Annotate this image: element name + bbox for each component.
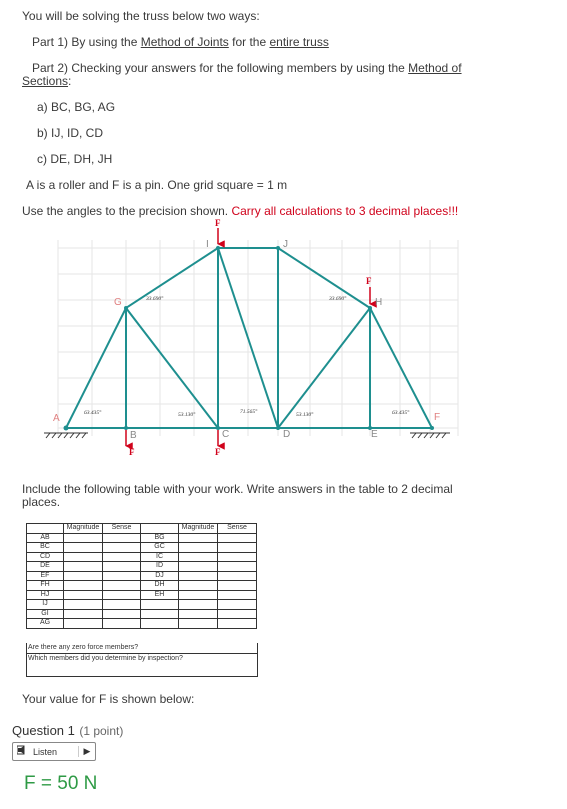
joint-label-e: E (371, 429, 378, 440)
sense-cell[interactable] (103, 562, 141, 572)
angle-label-jh: 33.690° (329, 296, 347, 302)
angle-label-f: 63.435° (392, 410, 410, 416)
part2-suffix: : (68, 74, 72, 88)
empty-cell (141, 609, 179, 619)
member-name: GI (27, 609, 64, 619)
load-label-b: F (129, 447, 135, 457)
calc-warning: Carry all calculations to 3 decimal places!!! (231, 204, 459, 218)
part1-prefix: Part 1) By using the (32, 35, 141, 49)
header-cell (27, 524, 64, 534)
table-row (27, 609, 257, 619)
entire-truss-link: entire truss (269, 35, 329, 49)
member-name: AB (27, 533, 64, 543)
speaker-icon (13, 745, 33, 758)
member-name: IC (141, 552, 179, 562)
table-intro-1: Include the following table with your work. Write answers in the table to 2 decimal (22, 482, 453, 496)
listen-button[interactable] (12, 742, 96, 761)
joint-label-a: A (53, 413, 60, 424)
member-name: AG (27, 619, 64, 629)
header-sense: Sense (103, 524, 141, 534)
member-name: EF (27, 571, 64, 581)
header-cell (141, 524, 179, 534)
header-sense: Sense (218, 524, 257, 534)
magnitude-cell[interactable] (64, 600, 103, 610)
item-c: c) DE, DH, JH (37, 152, 113, 166)
magnitude-cell[interactable] (179, 552, 218, 562)
item-a: a) BC, BG, AG (37, 100, 116, 114)
member-name: IJ (27, 600, 64, 610)
sense-cell[interactable] (218, 562, 257, 572)
sense-cell[interactable] (218, 571, 257, 581)
member-name: CD (27, 552, 64, 562)
empty-cell (179, 619, 218, 629)
method-of-sections-link-b: Sections (22, 74, 69, 88)
supports (44, 433, 450, 438)
sense-cell[interactable] (103, 600, 141, 610)
table-row (27, 600, 257, 610)
load-label-h: F (366, 276, 372, 286)
magnitude-cell[interactable] (64, 543, 103, 553)
member-name: GC (141, 543, 179, 553)
joint-label-j: J (283, 239, 288, 250)
angle-label-id: 71.565° (240, 409, 258, 415)
empty-cell (179, 609, 218, 619)
sense-cell[interactable] (103, 552, 141, 562)
magnitude-cell[interactable] (64, 590, 103, 600)
sense-cell[interactable] (103, 590, 141, 600)
play-icon[interactable]: ▶ (78, 746, 95, 757)
question-header (12, 722, 123, 740)
table-header-row (27, 524, 257, 534)
magnitude-cell[interactable] (64, 619, 103, 629)
member-gi (126, 248, 218, 308)
sense-cell[interactable] (218, 552, 257, 562)
member-name: BC (27, 543, 64, 553)
empty-cell (218, 619, 257, 629)
sense-cell[interactable] (218, 581, 257, 591)
question-points: (1 point) (79, 724, 124, 738)
magnitude-cell[interactable] (64, 581, 103, 591)
magnitude-cell[interactable] (179, 543, 218, 553)
magnitude-cell[interactable] (179, 562, 218, 572)
table-row (27, 562, 257, 572)
magnitude-cell[interactable] (64, 609, 103, 619)
part1-mid: for the (228, 35, 270, 49)
method-of-sections-link-a: Method of (408, 61, 462, 75)
joint-label-g: G (114, 297, 122, 308)
member-name: DH (141, 581, 179, 591)
zero-force-question: Are there any zero force members? (26, 643, 258, 654)
empty-cell (218, 600, 257, 610)
intro-text: You will be solving the truss below two ways: (22, 9, 260, 23)
listen-label: Listen (33, 746, 58, 757)
table-intro-2: places. (22, 495, 61, 509)
supports-text: A is a roller and F is a pin. One grid square = 1 m (26, 178, 288, 192)
table-row (27, 552, 257, 562)
load-label-c: F (215, 447, 221, 457)
member-name: FH (27, 581, 64, 591)
magnitude-cell[interactable] (64, 562, 103, 572)
sense-cell[interactable] (218, 543, 257, 553)
sense-cell[interactable] (103, 533, 141, 543)
sense-cell[interactable] (218, 533, 257, 543)
angles-note-text: Use the angles to the precision shown. (22, 204, 229, 218)
sense-cell[interactable] (103, 571, 141, 581)
magnitude-cell[interactable] (179, 571, 218, 581)
empty-cell (179, 600, 218, 610)
table-row (27, 571, 257, 581)
joint-label-f: F (434, 412, 441, 423)
empty-cell (141, 619, 179, 629)
sense-cell[interactable] (103, 609, 141, 619)
sense-cell[interactable] (103, 581, 141, 591)
sense-cell[interactable] (103, 543, 141, 553)
joint-label-i: I (206, 239, 209, 250)
angle-label-gi: 33.690° (146, 296, 164, 302)
empty-cell (141, 600, 179, 610)
member-name: ID (141, 562, 179, 572)
table-row (27, 590, 257, 600)
question-title: Question 1 (12, 723, 75, 738)
item-b: b) IJ, ID, CD (37, 126, 104, 140)
f-value-note: Your value for F is shown below: (22, 692, 195, 706)
member-force-table (26, 523, 257, 629)
magnitude-cell[interactable] (64, 552, 103, 562)
angle-label-d: 53.130° (296, 412, 314, 418)
member-name: EH (141, 590, 179, 600)
magnitude-cell[interactable] (64, 533, 103, 543)
sense-cell[interactable] (103, 619, 141, 629)
joint-label-b: B (130, 430, 137, 441)
header-magnitude: Magnitude (64, 524, 103, 534)
magnitude-cell[interactable] (64, 571, 103, 581)
member-jh (278, 248, 370, 308)
joint-label-c: C (222, 429, 230, 440)
inspection-question: Which members did you determine by inspection? (26, 654, 258, 677)
member-name: HJ (27, 590, 64, 600)
member-name: DE (27, 562, 64, 572)
joint-label-h: H (375, 297, 383, 308)
angle-label-c: 53.130° (178, 412, 196, 418)
sense-cell[interactable] (218, 590, 257, 600)
joint-label-d: D (283, 429, 291, 440)
header-magnitude: Magnitude (179, 524, 218, 534)
member-name: DJ (141, 571, 179, 581)
table-row (27, 619, 257, 629)
grid (58, 240, 458, 436)
load-label-i: F (215, 218, 221, 228)
magnitude-cell[interactable] (179, 581, 218, 591)
magnitude-cell[interactable] (179, 590, 218, 600)
magnitude-cell[interactable] (179, 533, 218, 543)
table-row (27, 533, 257, 543)
part2-prefix: Part 2) Checking your answers for the following members by using the (32, 61, 409, 75)
angle-label-a: 63.435° (84, 410, 102, 416)
table-row (27, 581, 257, 591)
empty-cell (218, 609, 257, 619)
table-row (27, 543, 257, 553)
answer-value: F = 50 N (24, 773, 98, 794)
method-of-joints-link: Method of Joints (140, 35, 229, 49)
truss-members (66, 248, 432, 428)
member-name: BG (141, 533, 179, 543)
